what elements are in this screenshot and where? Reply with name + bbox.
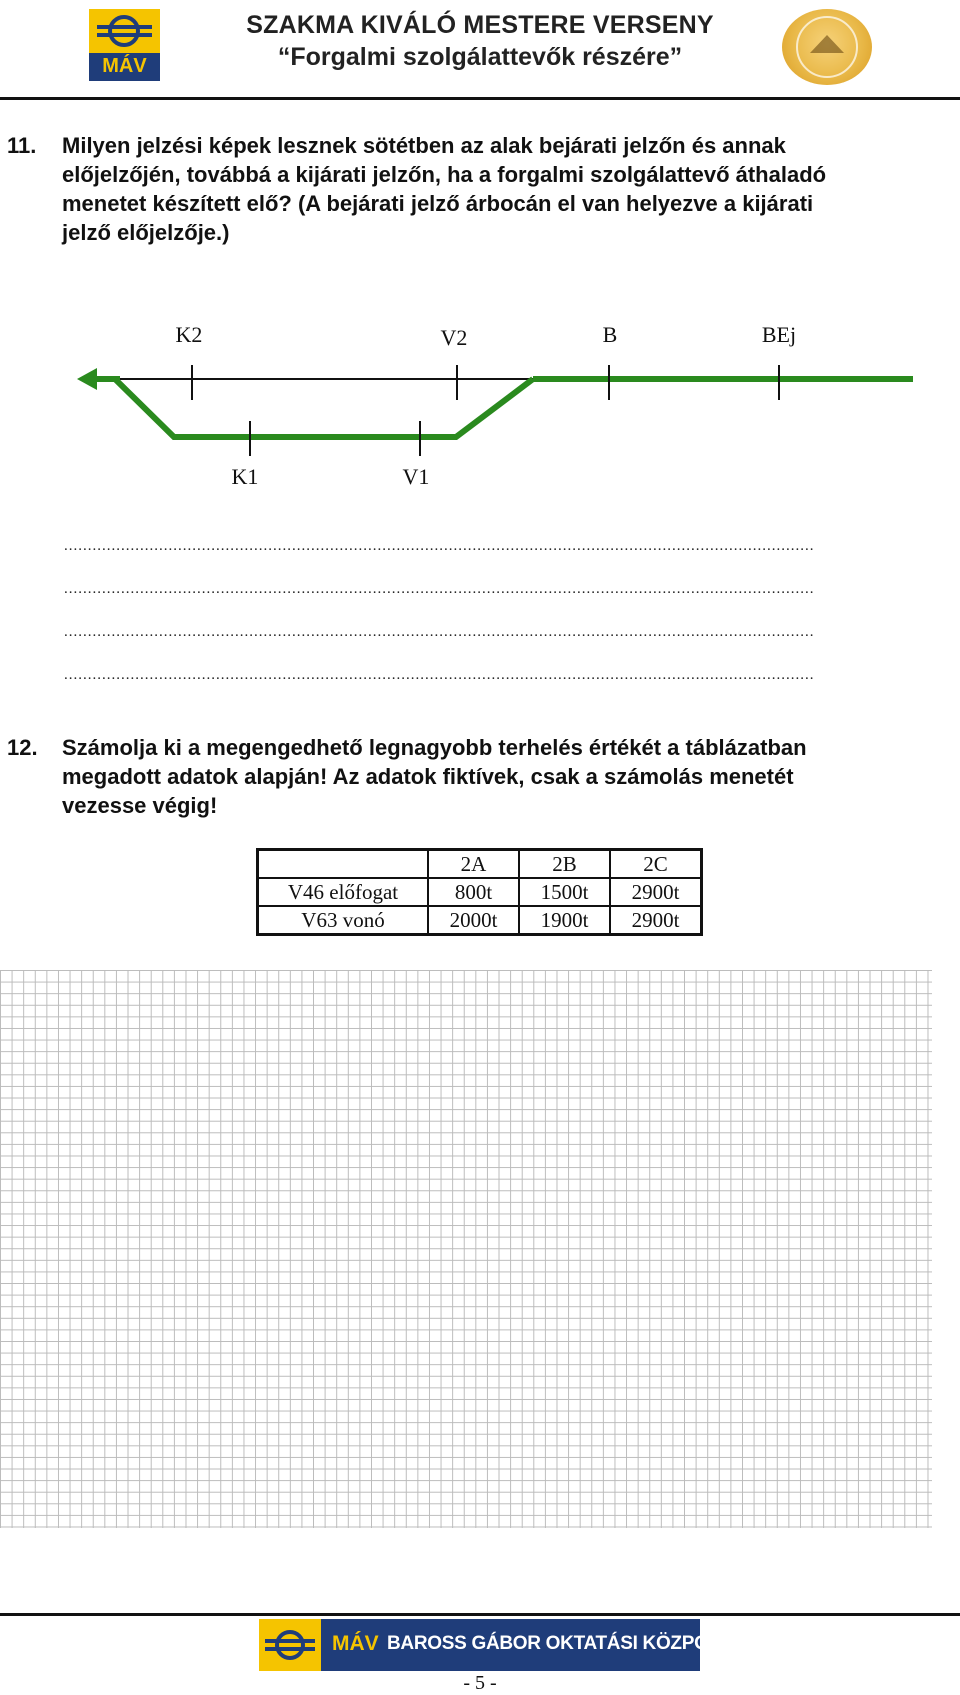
competition-seal-icon: [782, 9, 872, 85]
mav-logo: [89, 9, 160, 81]
signal-label-k2: K2: [175, 322, 203, 347]
question-11-line-4: jelző előjelzője.): [62, 220, 230, 245]
table-cell: V46 előfogat: [258, 878, 429, 906]
question-12-line-3: vezesse végig!: [62, 793, 218, 818]
signal-label-b: B: [602, 322, 618, 347]
table-header-cell: 2A: [428, 850, 519, 879]
answer-line-2[interactable]: ..............................................................................................................................................................: [64, 581, 815, 597]
answer-line-1[interactable]: ..............................................................................................................................................................: [64, 538, 815, 554]
question-12-number: 12.: [7, 735, 38, 760]
table-cell: 800t: [428, 878, 519, 906]
answer-line-4[interactable]: ..............................................................................................................................................................: [64, 667, 815, 683]
table-header-row: [258, 850, 702, 879]
direction-arrow-icon: [77, 368, 97, 390]
mav-emblem-icon: [89, 9, 160, 53]
signal-label-v2: V2: [440, 325, 468, 350]
question-12-line-2: megadott adatok alapján! Az adatok fiktívek, csak a számolás menetét: [62, 764, 794, 789]
table-cell: V63 vonó: [258, 906, 429, 935]
table-cell: 2900t: [610, 906, 702, 935]
header-subtitle: “Forgalmi szolgálattevők részére”: [277, 43, 683, 71]
footer-emblem-icon: [259, 1619, 321, 1671]
mav-logo-text: MÁV: [102, 55, 147, 77]
header-divider: [0, 97, 960, 100]
footer-divider: [0, 1613, 960, 1616]
table-header-cell: [258, 850, 429, 879]
table-header-cell: 2C: [610, 850, 702, 879]
signal-label-k1: K1: [231, 464, 259, 489]
question-11-line-3: menetet készített elő? (A bejárati jelző árbocán el van helyezve a kijárati: [62, 191, 814, 216]
question-12-line-1: Számolja ki a megengedhető legnagyobb terhelés értékét a táblázatban: [62, 735, 807, 760]
header-title: SZAKMA KIVÁLÓ MESTERE VERSENY: [246, 11, 714, 39]
question-11-line-1: Milyen jelzési képek lesznek sötétben az alak bejárati jelzőn és annak: [62, 133, 786, 158]
table-cell: 2000t: [428, 906, 519, 935]
answer-line-3[interactable]: ..............................................................................................................................................................: [64, 624, 815, 640]
load-table: [256, 848, 703, 936]
footer-logo-text: MÁV: [332, 1632, 379, 1655]
signal-label-bej: BEj: [761, 322, 797, 347]
track-diagram: [0, 310, 960, 500]
table-row: [258, 878, 702, 906]
table-header-cell: 2B: [519, 850, 610, 879]
question-11-number: 11.: [7, 133, 37, 158]
page-number: - 5 -: [463, 1672, 497, 1694]
question-11-line-2: előjelzőjén, továbbá a kijárati jelzőn, ha a forgalmi szolgálattevő áthaladó: [62, 162, 827, 187]
footer-banner-text: BAROSS GÁBOR OKTATÁSI KÖZPONT: [387, 1633, 734, 1654]
signal-label-v1: V1: [402, 464, 430, 489]
table-row: [258, 906, 702, 935]
table-cell: 1500t: [519, 878, 610, 906]
calculation-grid-area[interactable]: [0, 970, 932, 1528]
table-cell: 1900t: [519, 906, 610, 935]
table-cell: 2900t: [610, 878, 702, 906]
route-side-track: [115, 379, 533, 437]
footer-banner: [259, 1619, 734, 1671]
